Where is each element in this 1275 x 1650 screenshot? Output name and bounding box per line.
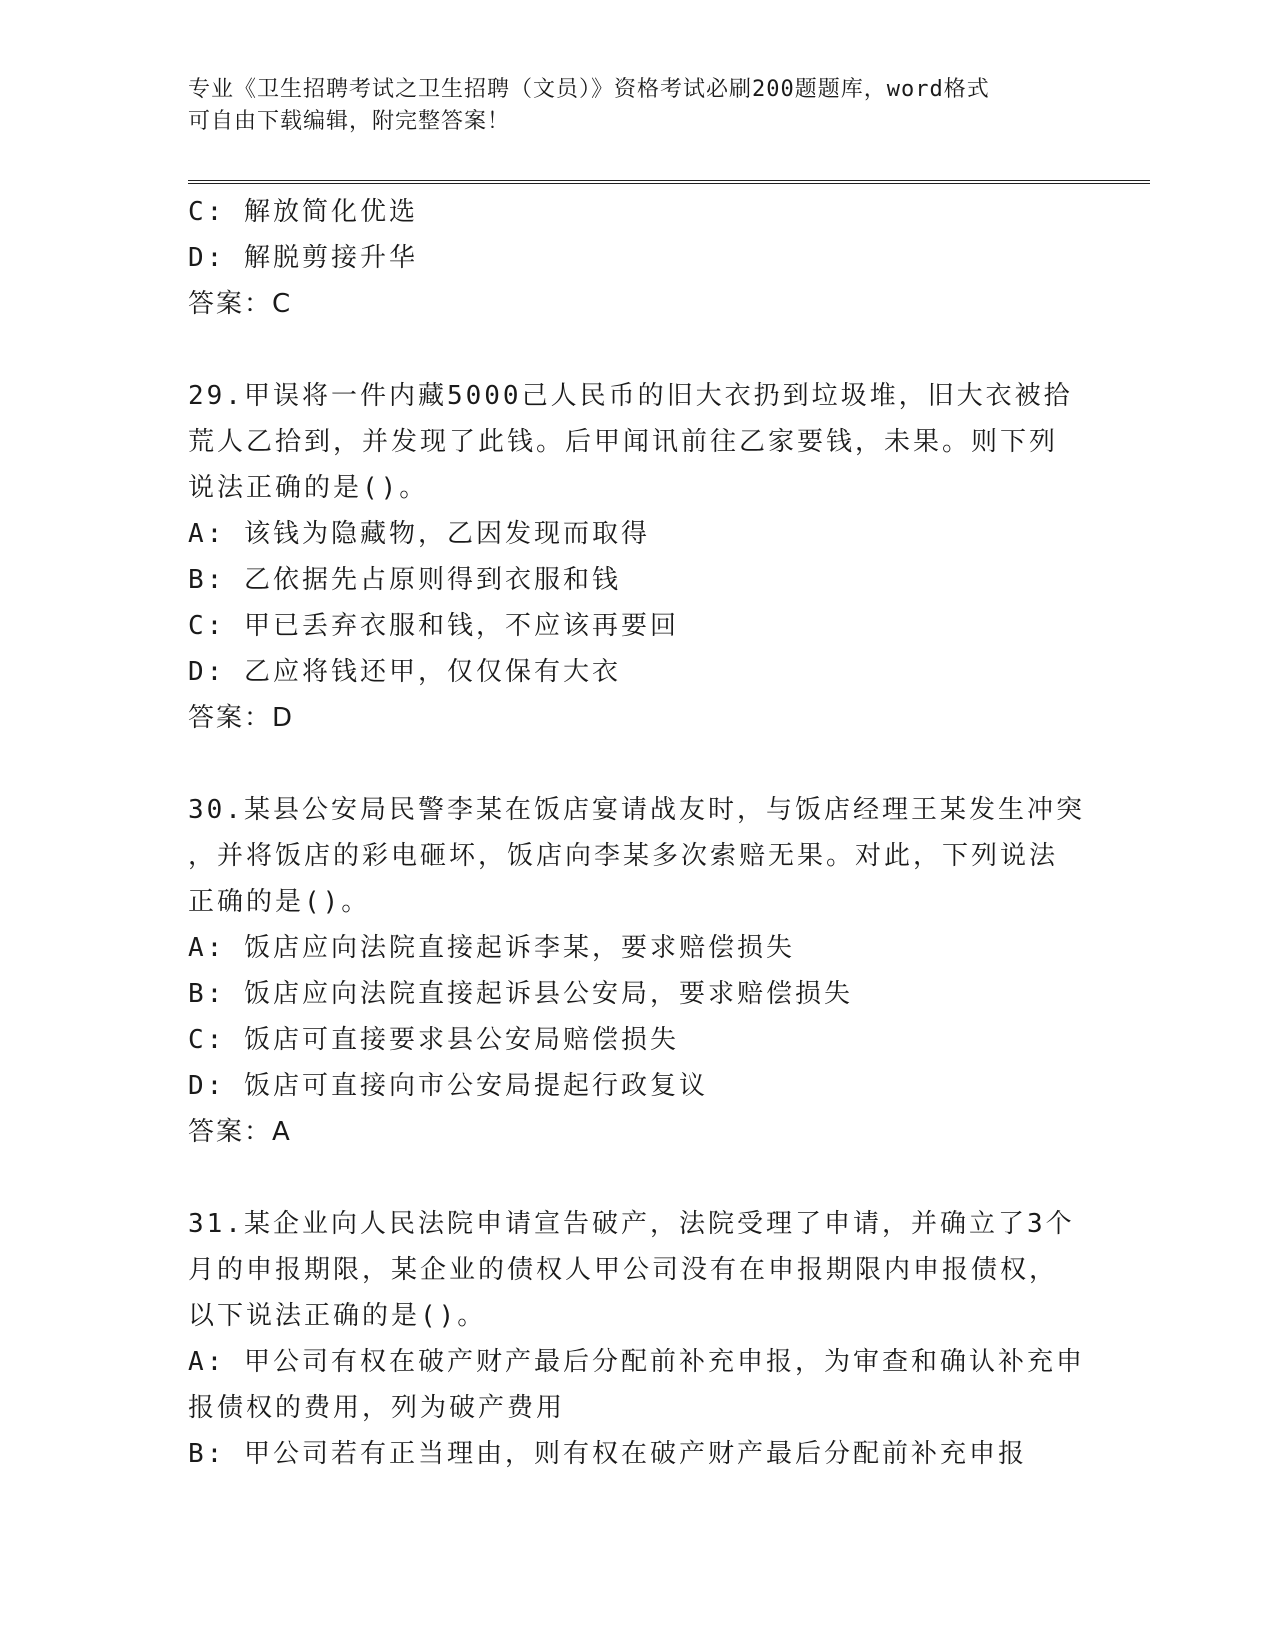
option-c: C: 饭店可直接要求县公安局赔偿损失 (188, 1025, 679, 1055)
question-stem-line: 月的申报期限，某企业的债权人甲公司没有在申报期限内申报债权， (188, 1255, 1059, 1285)
option-a: A: 甲公司有权在破产财产最后分配前补充申报，为审查和确认补充申 (188, 1347, 1085, 1377)
document-body (188, 189, 1088, 1477)
question-fragment (188, 189, 1088, 327)
answer: 答案：D (188, 703, 295, 733)
spacer (188, 1155, 1088, 1201)
option-c: C: 解放简化优选 (188, 197, 418, 227)
header-line-1: 专业《卫生招聘考试之卫生招聘（文员）》资格考试必刷200题题库，word格式 (188, 77, 990, 102)
option-b: B: 乙依据先占原则得到衣服和钱 (188, 565, 621, 595)
option-d: D: 饭店可直接向市公安局提起行政复议 (188, 1071, 708, 1101)
answer: 答案：A (188, 1117, 292, 1147)
question-stem-line: 29.甲误将一件内藏5000己人民币的旧大衣扔到垃圾堆，旧大衣被拾 (188, 381, 1073, 411)
question-stem-line: 30.某县公安局民警李某在饭店宴请战友时，与饭店经理王某发生冲突 (188, 795, 1085, 825)
option-d: D: 乙应将钱还甲，仅仅保有大衣 (188, 657, 621, 687)
spacer (188, 741, 1088, 787)
question-stem-line: ，并将饭店的彩电砸坏，饭店向李某多次索赔无果。对此，下列说法 (188, 841, 1059, 871)
option-a: A: 饭店应向法院直接起诉李某，要求赔偿损失 (188, 933, 795, 963)
option-b: B: 饭店应向法院直接起诉县公安局，要求赔偿损失 (188, 979, 853, 1009)
page-header (188, 74, 1078, 138)
question-stem-line: 说法正确的是()。 (188, 473, 429, 503)
question-stem-line: 正确的是()。 (188, 887, 371, 917)
option-c: C: 甲已丢弃衣服和钱，不应该再要回 (188, 611, 679, 641)
answer: 答案：C (188, 289, 293, 319)
header-line-2: 可自由下载编辑，附完整答案！ (188, 109, 511, 134)
question-30 (188, 787, 1088, 1155)
header-divider (188, 180, 1150, 184)
question-stem-line: 以下说法正确的是()。 (188, 1301, 487, 1331)
question-stem-line: 荒人乙拾到，并发现了此钱。后甲闻讯前往乙家要钱，未果。则下列 (188, 427, 1059, 457)
spacer (188, 327, 1088, 373)
option-b: B: 甲公司若有正当理由，则有权在破产财产最后分配前补充申报 (188, 1439, 1027, 1469)
question-29 (188, 373, 1088, 741)
option-d: D: 解脱剪接升华 (188, 243, 418, 273)
option-a: A: 该钱为隐藏物，乙因发现而取得 (188, 519, 650, 549)
question-31 (188, 1201, 1088, 1477)
option-a-continuation: 报债权的费用，列为破产费用 (188, 1393, 566, 1423)
question-stem-line: 31.某企业向人民法院申请宣告破产，法院受理了申请，并确立了3个 (188, 1209, 1075, 1239)
